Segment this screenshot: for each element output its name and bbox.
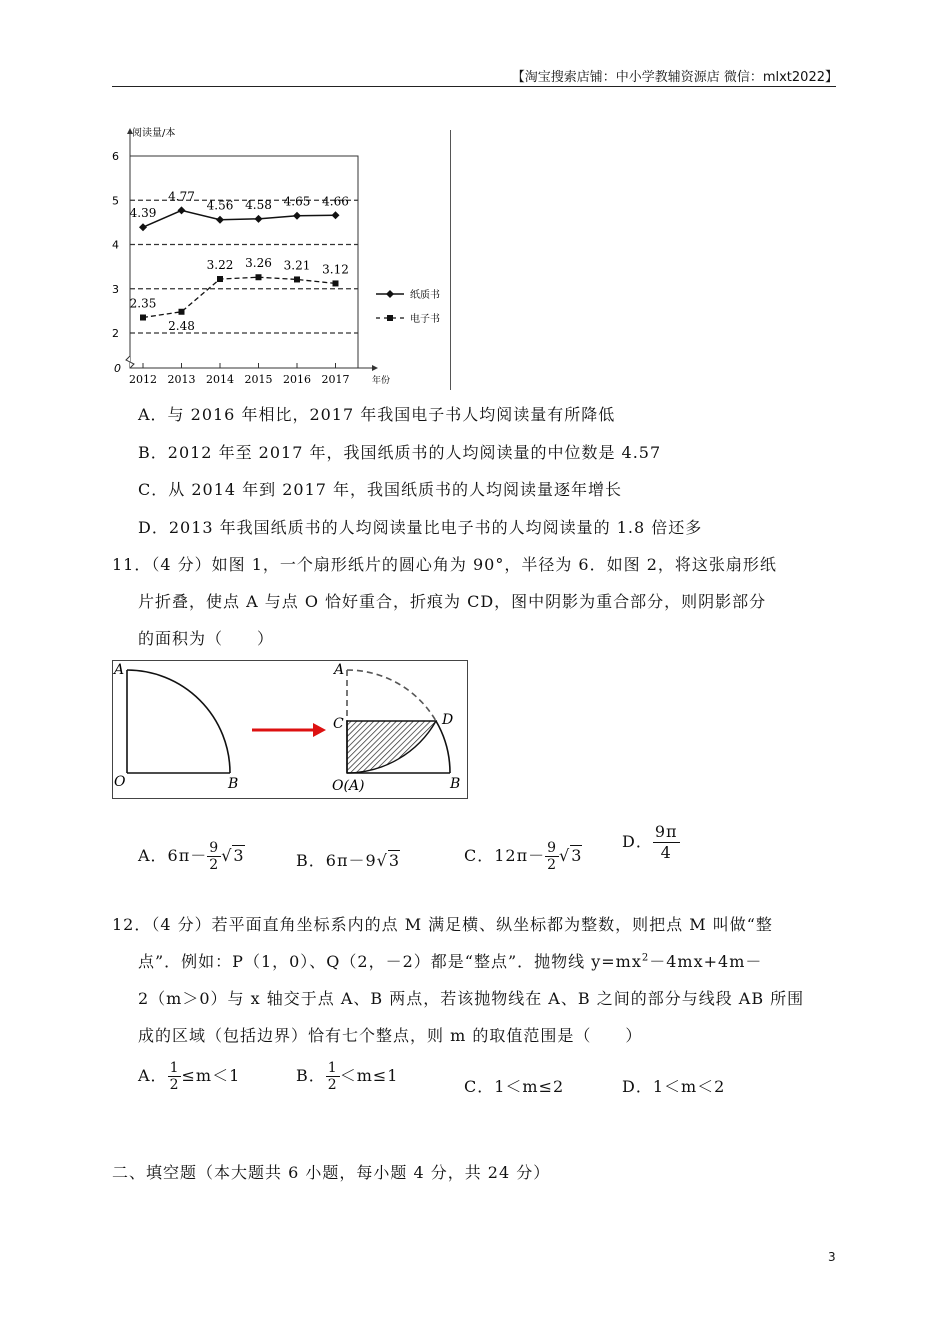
q12-line4: 成的区域（包括边界）恰有七个整点，则 m 的取值范围是（ ） — [138, 1026, 643, 1045]
y-tick-label: 2 — [112, 327, 119, 340]
y-tick-label: 6 — [112, 150, 119, 163]
legend-ebook-label: 电子书 — [410, 314, 440, 325]
paper-data-label: 4.66 — [322, 194, 349, 209]
x-tick-label: 2017 — [321, 373, 350, 386]
q10-option-d: D．2013 年我国纸质书的人均阅读量比电子书的人均阅读量的 1.8 倍还多 — [138, 518, 703, 537]
q12-option-c: C．1＜m≤2 — [464, 1077, 565, 1096]
q11-option-a: A．6π－ $\frac{9}{2}$ √3 — [138, 840, 245, 873]
q11-option-d: D． $\frac{9\pi}{4}$ — [622, 822, 678, 862]
header-divider — [112, 86, 836, 87]
q10-option-a: A．与 2016 年相比，2017 年我国电子书人均阅读量有所降低 — [138, 405, 616, 424]
q11-line2: 片折叠，使点 A 与点 O 恰好重合，折痕为 CD，图中阴影为重合部分，则阴影部分 — [138, 592, 767, 611]
q12-line3: 2（m＞0）与 x 轴交于点 A、B 两点，若该抛物线在 A、B 之间的部分与线段 AB 所围 — [138, 989, 805, 1008]
paper-data-label: 4.65 — [283, 194, 311, 209]
ebook-data-label: 2.35 — [129, 296, 157, 311]
x-tick-label: 2014 — [206, 373, 234, 386]
ebook-point — [140, 315, 146, 321]
paper-point — [293, 212, 301, 220]
legend-paper-label: 纸质书 — [410, 290, 440, 301]
shaded-overlap — [347, 721, 436, 773]
q12-option-a: A． $\frac{1}{2}$ ≤m＜1 — [138, 1060, 241, 1093]
q11-option-b: B．6π－9√3 — [296, 851, 401, 870]
ebook-data-label: 2.48 — [168, 318, 195, 333]
paper-point — [178, 206, 186, 214]
paper-point — [332, 211, 340, 219]
paper-point — [139, 223, 147, 231]
series-paper-line — [143, 210, 336, 227]
y-tick-label: 0 — [114, 362, 121, 375]
fig1-label-a: A — [114, 662, 125, 678]
ebook-data-label: 3.12 — [322, 262, 349, 277]
x-axis-label: 年份 — [372, 376, 391, 386]
fig1-label-b: B — [228, 776, 239, 792]
q10-option-b: B．2012 年至 2017 年，我国纸质书的人均阅读量的中位数是 4.57 — [138, 443, 662, 462]
q12-option-d: D．1＜m＜2 — [622, 1077, 726, 1096]
paper-data-label: 4.77 — [168, 189, 195, 204]
q12-option-b: B． $\frac{1}{2}$ ＜m≤1 — [296, 1060, 399, 1093]
fig2-label-oa: O(A) — [332, 778, 365, 794]
reading-chart — [108, 124, 458, 394]
x-tick-label: 2015 — [244, 373, 273, 386]
x-tick-label: 2013 — [167, 373, 196, 386]
ebook-point — [256, 274, 262, 280]
page-number: 3 — [828, 1250, 836, 1264]
q11-line1: 11．（4 分）如图 1，一个扇形纸片的圆心角为 90°，半径为 6．如图 2，将这张扇形纸 — [112, 555, 777, 574]
y-tick-label: 4 — [112, 238, 119, 252]
q12-line1: 12．（4 分）若平面直角坐标系内的点 M 满足横、纵坐标都为整数，则把点 M 叫做“整 — [112, 915, 773, 934]
paper-point — [216, 216, 224, 224]
q11-figure-svg — [112, 660, 472, 802]
ebook-data-label: 3.21 — [283, 258, 311, 273]
q10-option-c: C．从 2014 年到 2017 年，我国纸质书的人均阅读量逐年增长 — [138, 480, 623, 499]
q11-line3: 的面积为（ ） — [138, 629, 275, 648]
ebook-data-label: 3.22 — [206, 258, 234, 273]
series-ebook-line — [143, 277, 336, 317]
q12-line2: 点”．例如：P（1，0）、Q（2，－2）都是“整点”．抛物线 $y=mx^2-4mx+4m-$ — [138, 952, 763, 971]
legend-ebook-marker — [387, 315, 393, 321]
section-2-title: 二、填空题（本大题共 6 小题，每小题 4 分，共 24 分） — [112, 1163, 551, 1182]
legend-paper-marker — [386, 290, 394, 298]
paper-data-label: 4.39 — [129, 206, 157, 221]
y-tick-label: 3 — [112, 282, 119, 296]
ebook-point — [294, 276, 300, 282]
ebook-point — [333, 280, 339, 286]
x-axis-arrow-icon — [372, 365, 378, 371]
fig2-label-c: C — [333, 716, 344, 732]
paper-point — [255, 215, 263, 223]
ebook-data-label: 3.26 — [245, 256, 272, 271]
page-header: 【淘宝搜索店铺：中小学教辅资源店 微信：mlxt2022】 — [511, 70, 838, 85]
fig2-label-a: A — [334, 662, 345, 678]
axis-break — [126, 356, 134, 368]
y-axis-label: 阅读量/本 — [132, 128, 176, 139]
x-tick-label: 2016 — [283, 373, 311, 386]
ebook-point — [179, 309, 185, 315]
q11-figure — [112, 660, 472, 806]
y-tick-label: 5 — [112, 194, 119, 208]
chart-svg — [108, 124, 458, 390]
x-tick-label: 2012 — [129, 373, 157, 386]
paper-data-label: 4.56 — [206, 198, 234, 213]
q11-option-c: C．12π－ $\frac{9}{2}$ √3 — [464, 840, 583, 873]
fig2-label-b: B — [450, 776, 461, 792]
chart-border-right — [450, 130, 451, 390]
fig2-label-d: D — [442, 712, 454, 728]
paper-data-label: 4.58 — [245, 197, 272, 212]
red-arrow-icon — [313, 723, 326, 737]
ebook-point — [217, 276, 223, 282]
fig1-label-o: O — [114, 774, 126, 790]
